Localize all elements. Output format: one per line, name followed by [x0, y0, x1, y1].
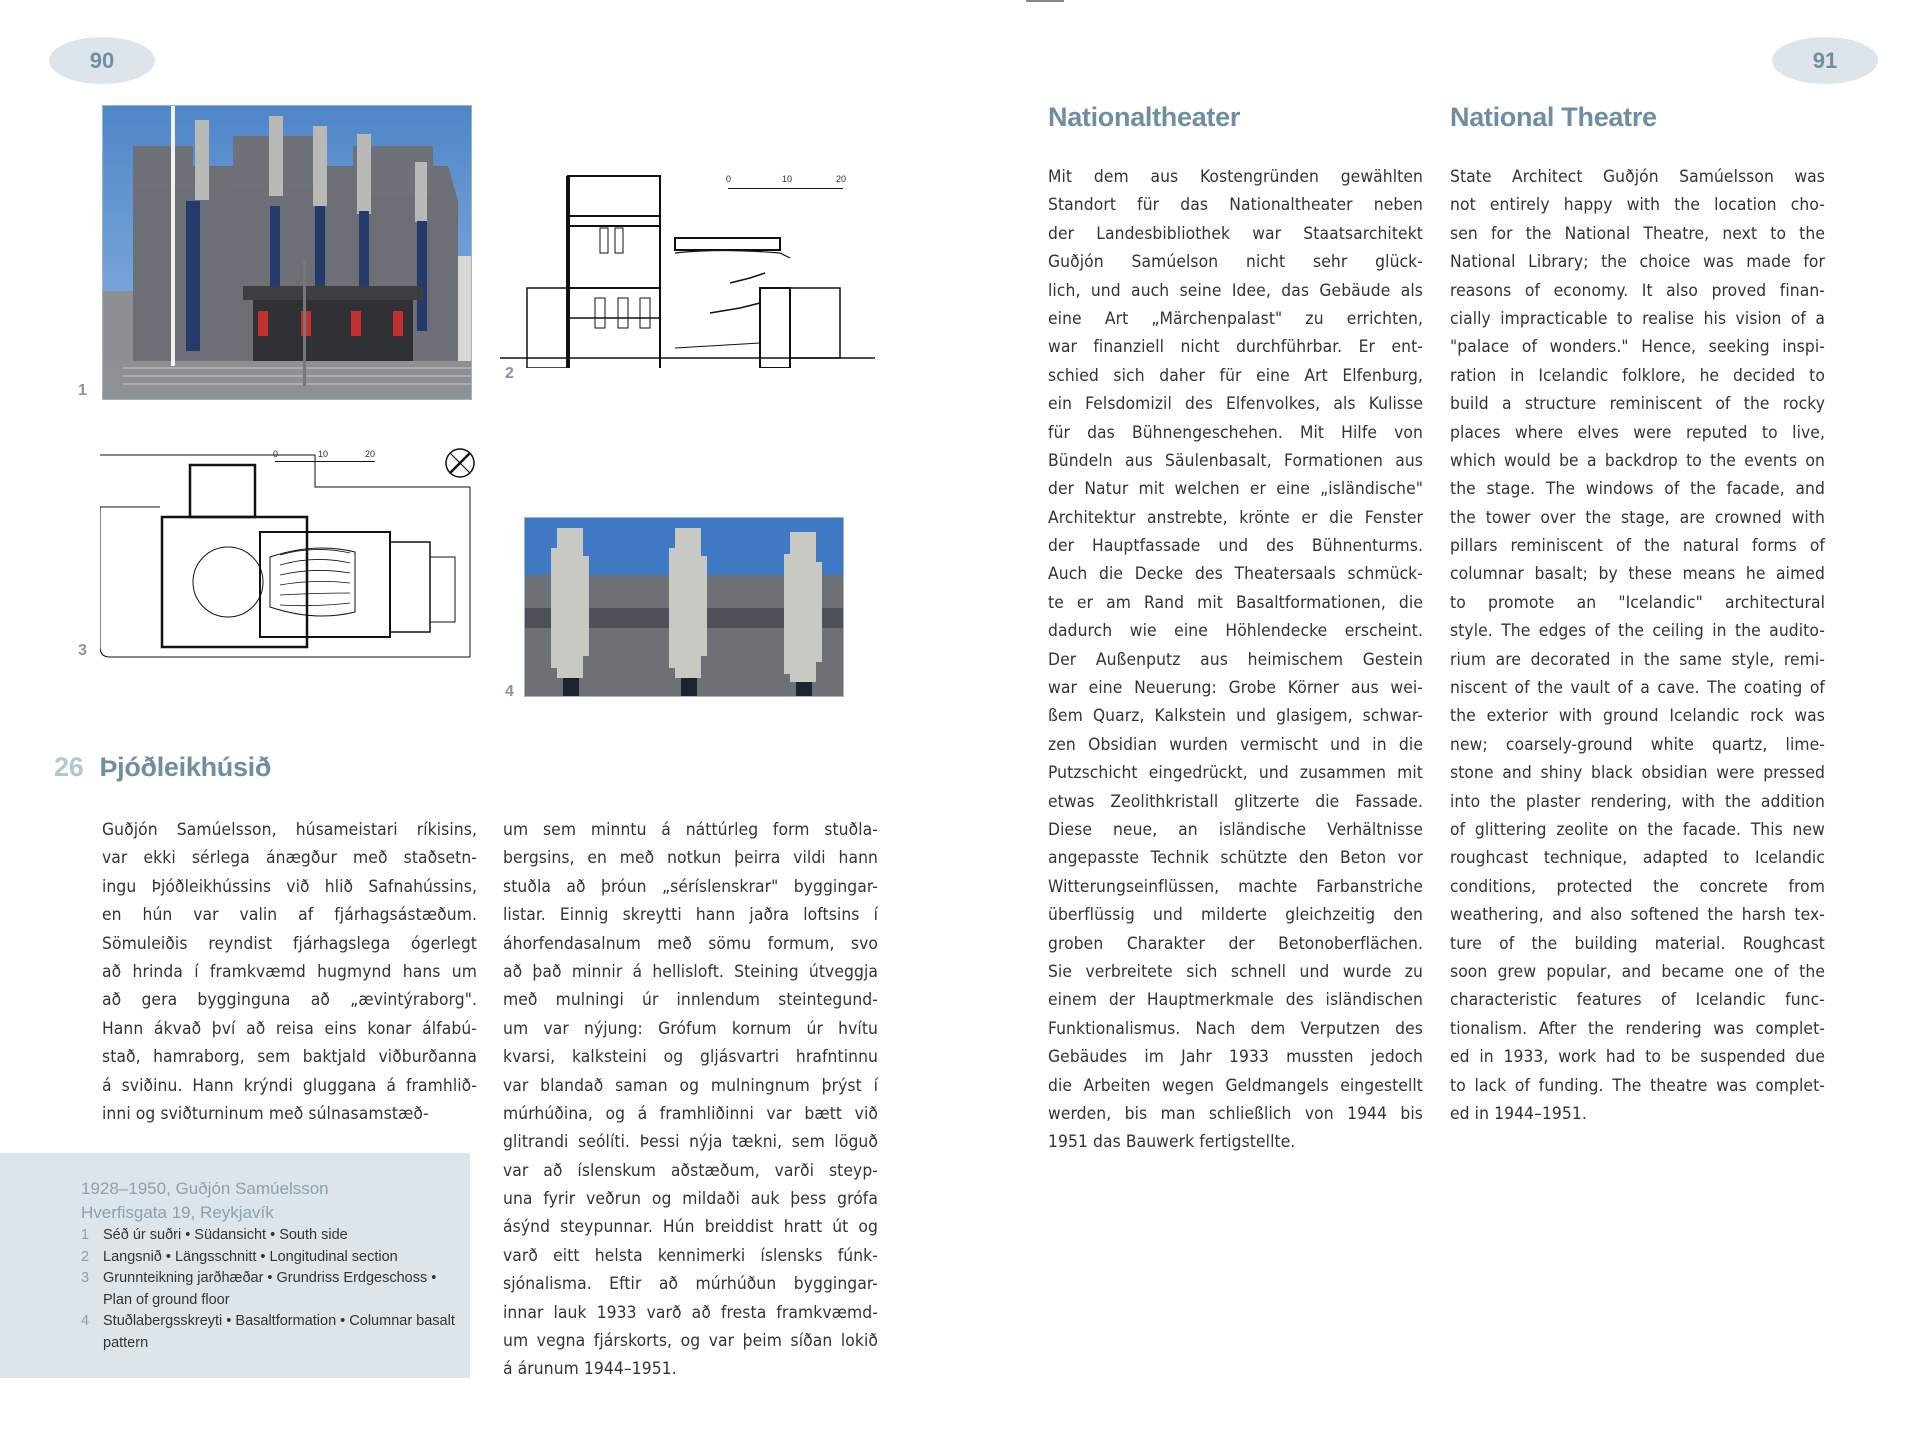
text-line: lich, und auch seine Idee, das Gebäude als — [1048, 280, 1423, 301]
scale-bar — [728, 188, 843, 189]
text-line: cially impracticable to realise his vision of a — [1450, 308, 1825, 329]
text-line: zen Obsidian wurden vermischt und in die — [1048, 734, 1423, 755]
text-line: Architektur anstrebte, krönte er die Fenster — [1048, 507, 1423, 528]
text-line: glitrandi seólíti. Þessi nýja tækni, sem löguð — [503, 1132, 878, 1153]
caption-item-text: Grunnteikning jarðhæðar • Grundriss Erdgeschoss • Plan of ground floor — [103, 1270, 437, 1308]
caption-item-text: Séð úr suðri • Südansicht • South side — [103, 1227, 348, 1243]
caption-address: Hverfisgata 19, Reykjavík — [81, 1203, 274, 1222]
text-line: Putzschicht eingedrückt, und zusammen mit — [1048, 763, 1423, 784]
text-line: überflüssig und milderte gleichzeitig den — [1048, 905, 1423, 926]
text-line: new; coarsely-ground white quartz, lime- — [1450, 734, 1825, 755]
caption-item-number: 1 — [81, 1227, 90, 1243]
text-line: Standort für das Nationaltheater neben — [1048, 195, 1423, 216]
text-line: places where elves were reputed to live, — [1450, 422, 1825, 443]
longitudinal-section-drawing — [500, 168, 880, 368]
caption-item-number: 2 — [81, 1248, 90, 1265]
text-line: bergsins, en með notkun þeirra vildi hann — [503, 848, 878, 869]
text-line: stone and shiny black obsidian were pressed — [1450, 763, 1825, 784]
theatre-facade-image — [103, 106, 471, 399]
text-line: Hann ákvað því að reisa eins konar álfabú- — [102, 1018, 477, 1039]
text-line: múrhúðina, og á framhliðinni var bætt við — [503, 1103, 878, 1124]
text-line: á sviðinu. Hann krýndi gluggana á framhlið- — [102, 1075, 477, 1096]
figure-label-1: 1 — [78, 382, 87, 399]
section-drawing-svg — [500, 168, 880, 368]
text-line: ßem Quarz, Kalkstein und glasigem, schwar- — [1048, 706, 1423, 727]
text-line: angepasste Technik schützte den Beton vor — [1048, 848, 1423, 869]
text-line: um var nýjung: Grófum kornum úr hvítu — [503, 1018, 878, 1039]
text-line: var blandað saman og mulningnum þrýst í — [503, 1075, 878, 1096]
text-line: "palace of wonders." Hence, seeking inspi- — [1450, 337, 1825, 358]
text-line: of glittering zeolite on the facade. This new — [1450, 819, 1825, 840]
caption-item — [81, 1268, 456, 1311]
figure-caption-panel — [0, 1153, 470, 1378]
caption-item-text: Langsnið • Längsschnitt • Longitudinal section — [103, 1248, 398, 1265]
text-line: með mulningi úr innlendum steintegund- — [503, 990, 878, 1011]
text-line: ture of the building material. Roughcast — [1450, 933, 1825, 954]
text-line: Auch die Decke des Theatersaals schmück- — [1048, 564, 1423, 585]
ground-floor-plan-drawing — [100, 447, 478, 665]
text-line: war eine Neuerung: Grobe Körner aus wei- — [1048, 678, 1423, 699]
entry-number: 26 — [54, 752, 84, 782]
text-line: war finanziell nicht durchführbar. Er ent- — [1048, 337, 1423, 358]
caption-item-number: 3 — [81, 1270, 90, 1286]
text-line: Sie verbreitete sich schnell und wurde zu — [1048, 961, 1423, 982]
text-line: áhorfendasalnum með sömu formum, svo — [503, 933, 878, 954]
text-line: tionalism. After the rendering was complet- — [1450, 1018, 1825, 1039]
figure-label-4: 4 — [505, 683, 514, 700]
text-line: the exterior with ground Icelandic rock was — [1450, 706, 1825, 727]
entry-title-is-text: Þjóðleikhúsið — [99, 752, 272, 782]
scale-label-10: 10 — [782, 174, 793, 184]
text-line: ration in Icelandic folklore, he decided to — [1450, 365, 1825, 386]
text-line: not entirely happy with the location cho- — [1450, 195, 1825, 216]
text-line: te er am Rand mit Basaltformationen, die — [1048, 592, 1423, 613]
north-arrow-icon — [444, 447, 476, 479]
plan-scale-label-20: 20 — [365, 449, 376, 459]
text-line: style. The edges of the ceiling in the audito- — [1450, 621, 1825, 642]
text-line: weathering, and also softened the harsh tex- — [1450, 905, 1825, 926]
text-line: werden, bis man schließlich von 1944 bis — [1048, 1103, 1423, 1124]
text-line: pillars reminiscent of the natural forms of — [1450, 536, 1825, 557]
body-text-english — [1450, 163, 1825, 1128]
entry-title-german: Nationaltheater — [1048, 102, 1241, 132]
text-line: kvarsi, kalksteini og gljásvartri hrafntinnu — [503, 1047, 878, 1068]
text-line: um sem minntu á náttúrleg form stuðla- — [503, 820, 878, 840]
text-line: schied sich daher für eine Art Elfenburg, — [1048, 365, 1423, 386]
text-line: soon grew popular, and became one of the — [1450, 961, 1825, 982]
text-line: Funktionalismus. Nach dem Verputzen des — [1048, 1018, 1423, 1039]
text-line: Der Außenputz aus heimischem Gestein — [1048, 649, 1423, 670]
text-line: the stage. The windows of the facade, and — [1450, 479, 1825, 500]
text-line: National Library; the choice was made for — [1450, 252, 1825, 273]
body-text-german — [1048, 163, 1423, 1157]
text-line: sjónalisma. Eftir að múrhúðun byggingar- — [503, 1274, 878, 1295]
text-line: 1951 das Bauwerk fertigstellte. — [1048, 1132, 1296, 1153]
text-line: to lack of funding. The theatre was complet- — [1450, 1075, 1825, 1096]
text-line: listar. Einnig skreytti hann jaðra loftsins í — [503, 905, 878, 926]
plan-scale-bar — [275, 461, 375, 462]
text-line: ein Felsdomizil des Elfenvolkes, als Kulisse — [1048, 394, 1423, 415]
text-line: varð eitt helsta kennimerki íslensks fúnk- — [503, 1245, 878, 1266]
text-line: Guðjón Samúelson nicht sehr glück- — [1048, 252, 1423, 273]
text-line: inni og sviðturninum með súlnasamstæð- — [102, 1103, 429, 1124]
photo-south-facade — [102, 105, 472, 400]
entry-title-icelandic — [54, 752, 271, 783]
text-line: etwas Zeolithkristall glitzerte die Fassade. — [1048, 791, 1423, 812]
text-line: eine Art „Märchenpalast" zu errichten, — [1048, 308, 1423, 329]
text-line: Diese neue, an isländische Verhältnisse — [1048, 819, 1423, 840]
text-line: reasons of economy. It also proved finan- — [1450, 280, 1825, 301]
text-line: roughcast technique, adapted to Icelandic — [1450, 848, 1825, 869]
text-line: una fyrir veðrun og mildaði auk þess grófa — [503, 1189, 878, 1210]
text-line: into the plaster rendering, with the addition — [1450, 791, 1825, 812]
text-line: ásýnd steypunnar. Hún breiddist hratt út og — [503, 1217, 878, 1238]
text-line: stað, hamraborg, sem baktjald viðburðanna — [102, 1047, 477, 1068]
text-line: Bündeln aus Säulenbasalt, Formationen aus — [1048, 450, 1423, 471]
text-line: für das Bühnengeschehen. Mit Hilfe von — [1048, 422, 1423, 443]
text-line: að hrinda í framkvæmd hugmynd hans um — [102, 961, 477, 982]
caption-item — [81, 1311, 456, 1354]
text-line: der Natur mit welchen er eine „isländische" — [1048, 479, 1423, 500]
text-line: Mit dem aus Kostengründen gewählten — [1048, 167, 1423, 187]
text-line: að það minnir á hellisloft. Steining útveggja — [503, 961, 878, 982]
scale-label-20: 20 — [836, 174, 847, 184]
body-text-icelandic-1 — [102, 816, 477, 1128]
caption-list — [81, 1225, 456, 1354]
text-line: var ekki sérlega ánægður með staðsetn- — [102, 848, 477, 869]
page-number-left: 90 — [49, 37, 155, 84]
text-line: niscent of the vault of a cave. The coating of — [1450, 678, 1825, 699]
text-line: State Architect Guðjón Samúelsson was — [1450, 167, 1825, 187]
text-line: Sömuleiðis reyndist fjárhagslega ógerlegt — [102, 933, 477, 954]
text-line: characteristic features of Icelandic func- — [1450, 990, 1825, 1011]
caption-dates-architect: 1928–1950, Guðjón Samúelsson — [81, 1179, 329, 1198]
plan-drawing-svg — [100, 447, 478, 665]
basalt-columns-image — [525, 518, 843, 696]
text-line: groben Charakter der Betonoberflächen. — [1048, 933, 1423, 954]
text-line: die Arbeiten wegen Geldmangels eingestellt — [1048, 1075, 1423, 1096]
photo-basalt-pattern — [524, 517, 844, 697]
text-line: einem der Hauptmerkmale des isländischen — [1048, 990, 1423, 1011]
figure-label-3: 3 — [78, 642, 87, 659]
text-line: stuðla að þróun „séríslenskrar" byggingar- — [503, 876, 878, 897]
text-line: conditions, protected the concrete from — [1450, 876, 1825, 897]
text-line: um vegna fjárskorts, og var þeim síðan lokið — [503, 1331, 878, 1352]
caption-item-number: 4 — [81, 1313, 90, 1329]
figure-label-2: 2 — [505, 365, 514, 382]
caption-item-text: Stuðlabergsskreyti • Basaltformation • Columnar basalt pattern — [103, 1313, 455, 1351]
text-line: the tower over the stage, are crowned with — [1450, 507, 1825, 528]
body-text-icelandic-2 — [503, 816, 878, 1384]
text-line: columnar basalt; by these means he aimed — [1450, 564, 1825, 585]
text-line: en hún var valin af fjárhagsástæðum. — [102, 905, 477, 926]
text-line: which would be a backdrop to the events on — [1450, 450, 1825, 471]
caption-item — [81, 1225, 456, 1247]
plan-scale-label-0: 0 — [273, 449, 279, 459]
text-line: build a structure reminiscent of the rocky — [1450, 394, 1825, 415]
scale-label-0: 0 — [726, 174, 732, 184]
text-line: Gebäudes im Jahr 1933 mussten jedoch — [1048, 1047, 1423, 1068]
text-line: ed in 1933, work had to be suspended due — [1450, 1047, 1825, 1068]
plan-scale-label-10: 10 — [318, 449, 329, 459]
text-line: Witterungseinflüssen, machte Farbanstriche — [1048, 876, 1423, 897]
text-line: rium are decorated in the same style, remi- — [1450, 649, 1825, 670]
text-line: að gera bygginguna að „ævintýraborg". — [102, 990, 477, 1011]
entry-title-english: National Theatre — [1450, 102, 1657, 132]
text-line: ed in 1944–1951. — [1450, 1103, 1587, 1124]
caption-item — [81, 1247, 456, 1269]
center-fold-mark — [1026, 0, 1064, 2]
text-line: sen for the National Theatre, next to the — [1450, 223, 1825, 244]
text-line: ingu Þjóðleikhússins við hlið Safnahússins, — [102, 876, 477, 897]
page-number-right: 91 — [1772, 37, 1878, 84]
text-line: innar lauk 1933 varð að fresta framkvæmd- — [503, 1302, 878, 1323]
text-line: der Landesbibliothek war Staatsarchitekt — [1048, 223, 1423, 244]
text-line: dadurch wie eine Höhlendecke erscheint. — [1048, 621, 1423, 642]
text-line: á árunum 1944–1951. — [503, 1359, 677, 1380]
text-line: Guðjón Samúelsson, húsameistari ríkisins, — [102, 820, 477, 840]
text-line: to promote an "Icelandic" architectural — [1450, 592, 1825, 613]
text-line: var að íslenskum aðstæðum, varði steyp- — [503, 1160, 878, 1181]
text-line: der Hauptfassade und des Bühnenturms. — [1048, 536, 1423, 557]
